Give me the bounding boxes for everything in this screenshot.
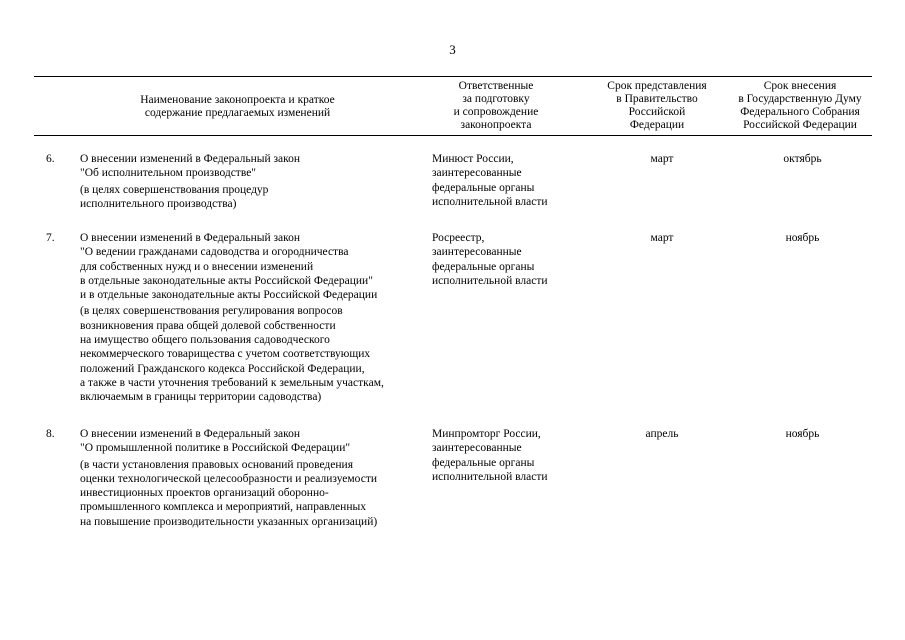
submit-deadline: март [650, 153, 674, 165]
header-submit-line: в Правительство [616, 93, 698, 105]
header-intro-line: Федерального Собрания [740, 106, 860, 118]
law-title-line: О внесении изменений в Федеральный закон [80, 153, 301, 165]
responsible-agencies [432, 231, 582, 288]
table-top-rule [34, 76, 872, 77]
law-title-line: О внесении изменений в Федеральный закон [80, 232, 301, 244]
law-purpose [80, 304, 430, 404]
intro-deadline: ноябрь [785, 428, 820, 440]
intro-deadline: октябрь [783, 153, 822, 165]
law-title-line: О внесении изменений в Федеральный закон [80, 428, 301, 440]
law-title-line: в отдельные законодательные акты Российской Федерации" [80, 274, 373, 287]
responsible-line: исполнительной власти [432, 274, 548, 287]
submit-deadline: апрель [645, 428, 679, 440]
law-purpose-line: инвестиционных проектов организаций оборонно- [80, 487, 329, 500]
responsible-line: Минпромторг России, [432, 428, 541, 440]
header-intro-line: Российской Федерации [743, 119, 857, 131]
law-purpose-line: на имущество общего пользования садоводческого [80, 334, 330, 347]
header-name-line: Наименование законопроекта и краткое [140, 94, 335, 106]
law-title-line: "О ведении гражданами садоводства и огородничества [80, 246, 349, 259]
header-intro-deadline-column [725, 80, 875, 132]
law-purpose-line: включаемым в границы территории садоводства) [80, 391, 322, 404]
law-title-line: "О промышленной политике в Российской Федерации" [80, 442, 351, 455]
law-purpose-line: промышленного комплекса и мероприятий, направленных [80, 501, 366, 514]
row-number: 6. [46, 153, 55, 165]
responsible-line: Росреестр, [432, 232, 485, 244]
responsible-line: федеральные органы [432, 260, 535, 273]
header-intro-line: Срок внесения [763, 80, 837, 92]
row-number: 8. [46, 428, 55, 440]
responsible-line: Минюст России, [432, 153, 514, 165]
law-purpose [80, 458, 430, 529]
header-submit-line: Федерации [629, 119, 685, 131]
header-responsible-line: Ответственные [458, 80, 534, 92]
law-purpose-line: оценки технологической целесообразности и реализуемости [80, 472, 377, 485]
law-purpose-line: на повышение производительности указанных организаций) [80, 515, 378, 528]
law-title-line: "Об исполнительном производстве" [80, 167, 256, 180]
law-purpose-line: (в целях совершенствования процедур [80, 183, 269, 196]
header-responsible-line: и сопровождение [453, 106, 539, 118]
header-submit-line: Российской [628, 106, 686, 118]
law-purpose-line: положений Гражданского кодекса Российской Федерации, [80, 362, 365, 375]
responsible-line: исполнительной власти [432, 470, 548, 483]
law-description [80, 152, 430, 211]
header-submit-deadline-column [600, 80, 714, 132]
law-purpose-line: а также в части уточнения требований к земельным участкам, [80, 376, 384, 389]
law-title-line: и в отдельные законодательные акты Российской Федерации [80, 289, 378, 302]
header-name-line: содержание предлагаемых изменений [144, 107, 331, 119]
header-responsible-column [430, 80, 562, 132]
responsible-line: заинтересованные [432, 246, 522, 259]
law-title-line: для собственных нужд и о внесении изменений [80, 260, 314, 273]
law-purpose-line: (в части установления правовых оснований проведения [80, 458, 353, 471]
law-description [80, 231, 430, 405]
law-purpose-line: некоммерческого товарищества с учетом соответствующих [80, 348, 371, 361]
law-purpose-line: возникновения права общей долевой собственности [80, 319, 336, 332]
responsible-line: федеральные органы [432, 456, 535, 469]
responsible-agencies [432, 152, 582, 209]
law-purpose [80, 183, 430, 212]
responsible-line: исполнительной власти [432, 195, 548, 208]
responsible-line: заинтересованные [432, 442, 522, 455]
responsible-line: федеральные органы [432, 181, 535, 194]
law-purpose-line: исполнительного производства) [80, 197, 237, 210]
header-intro-line: в Государственную Думу [738, 93, 862, 105]
responsible-line: заинтересованные [432, 167, 522, 180]
page-number: 3 [449, 42, 456, 57]
submit-deadline: март [650, 232, 674, 244]
law-purpose-line: (в целях совершенствования регулирования вопросов [80, 305, 343, 318]
row-number: 7. [46, 232, 55, 244]
header-responsible-line: законопроекта [460, 119, 532, 131]
header-submit-line: Срок представления [607, 80, 707, 92]
table-header-bottom-rule [34, 135, 872, 136]
header-responsible-line: за подготовку [462, 93, 530, 105]
intro-deadline: ноябрь [785, 232, 820, 244]
responsible-agencies [432, 427, 582, 484]
header-name-column [60, 94, 415, 120]
law-description [80, 427, 430, 529]
